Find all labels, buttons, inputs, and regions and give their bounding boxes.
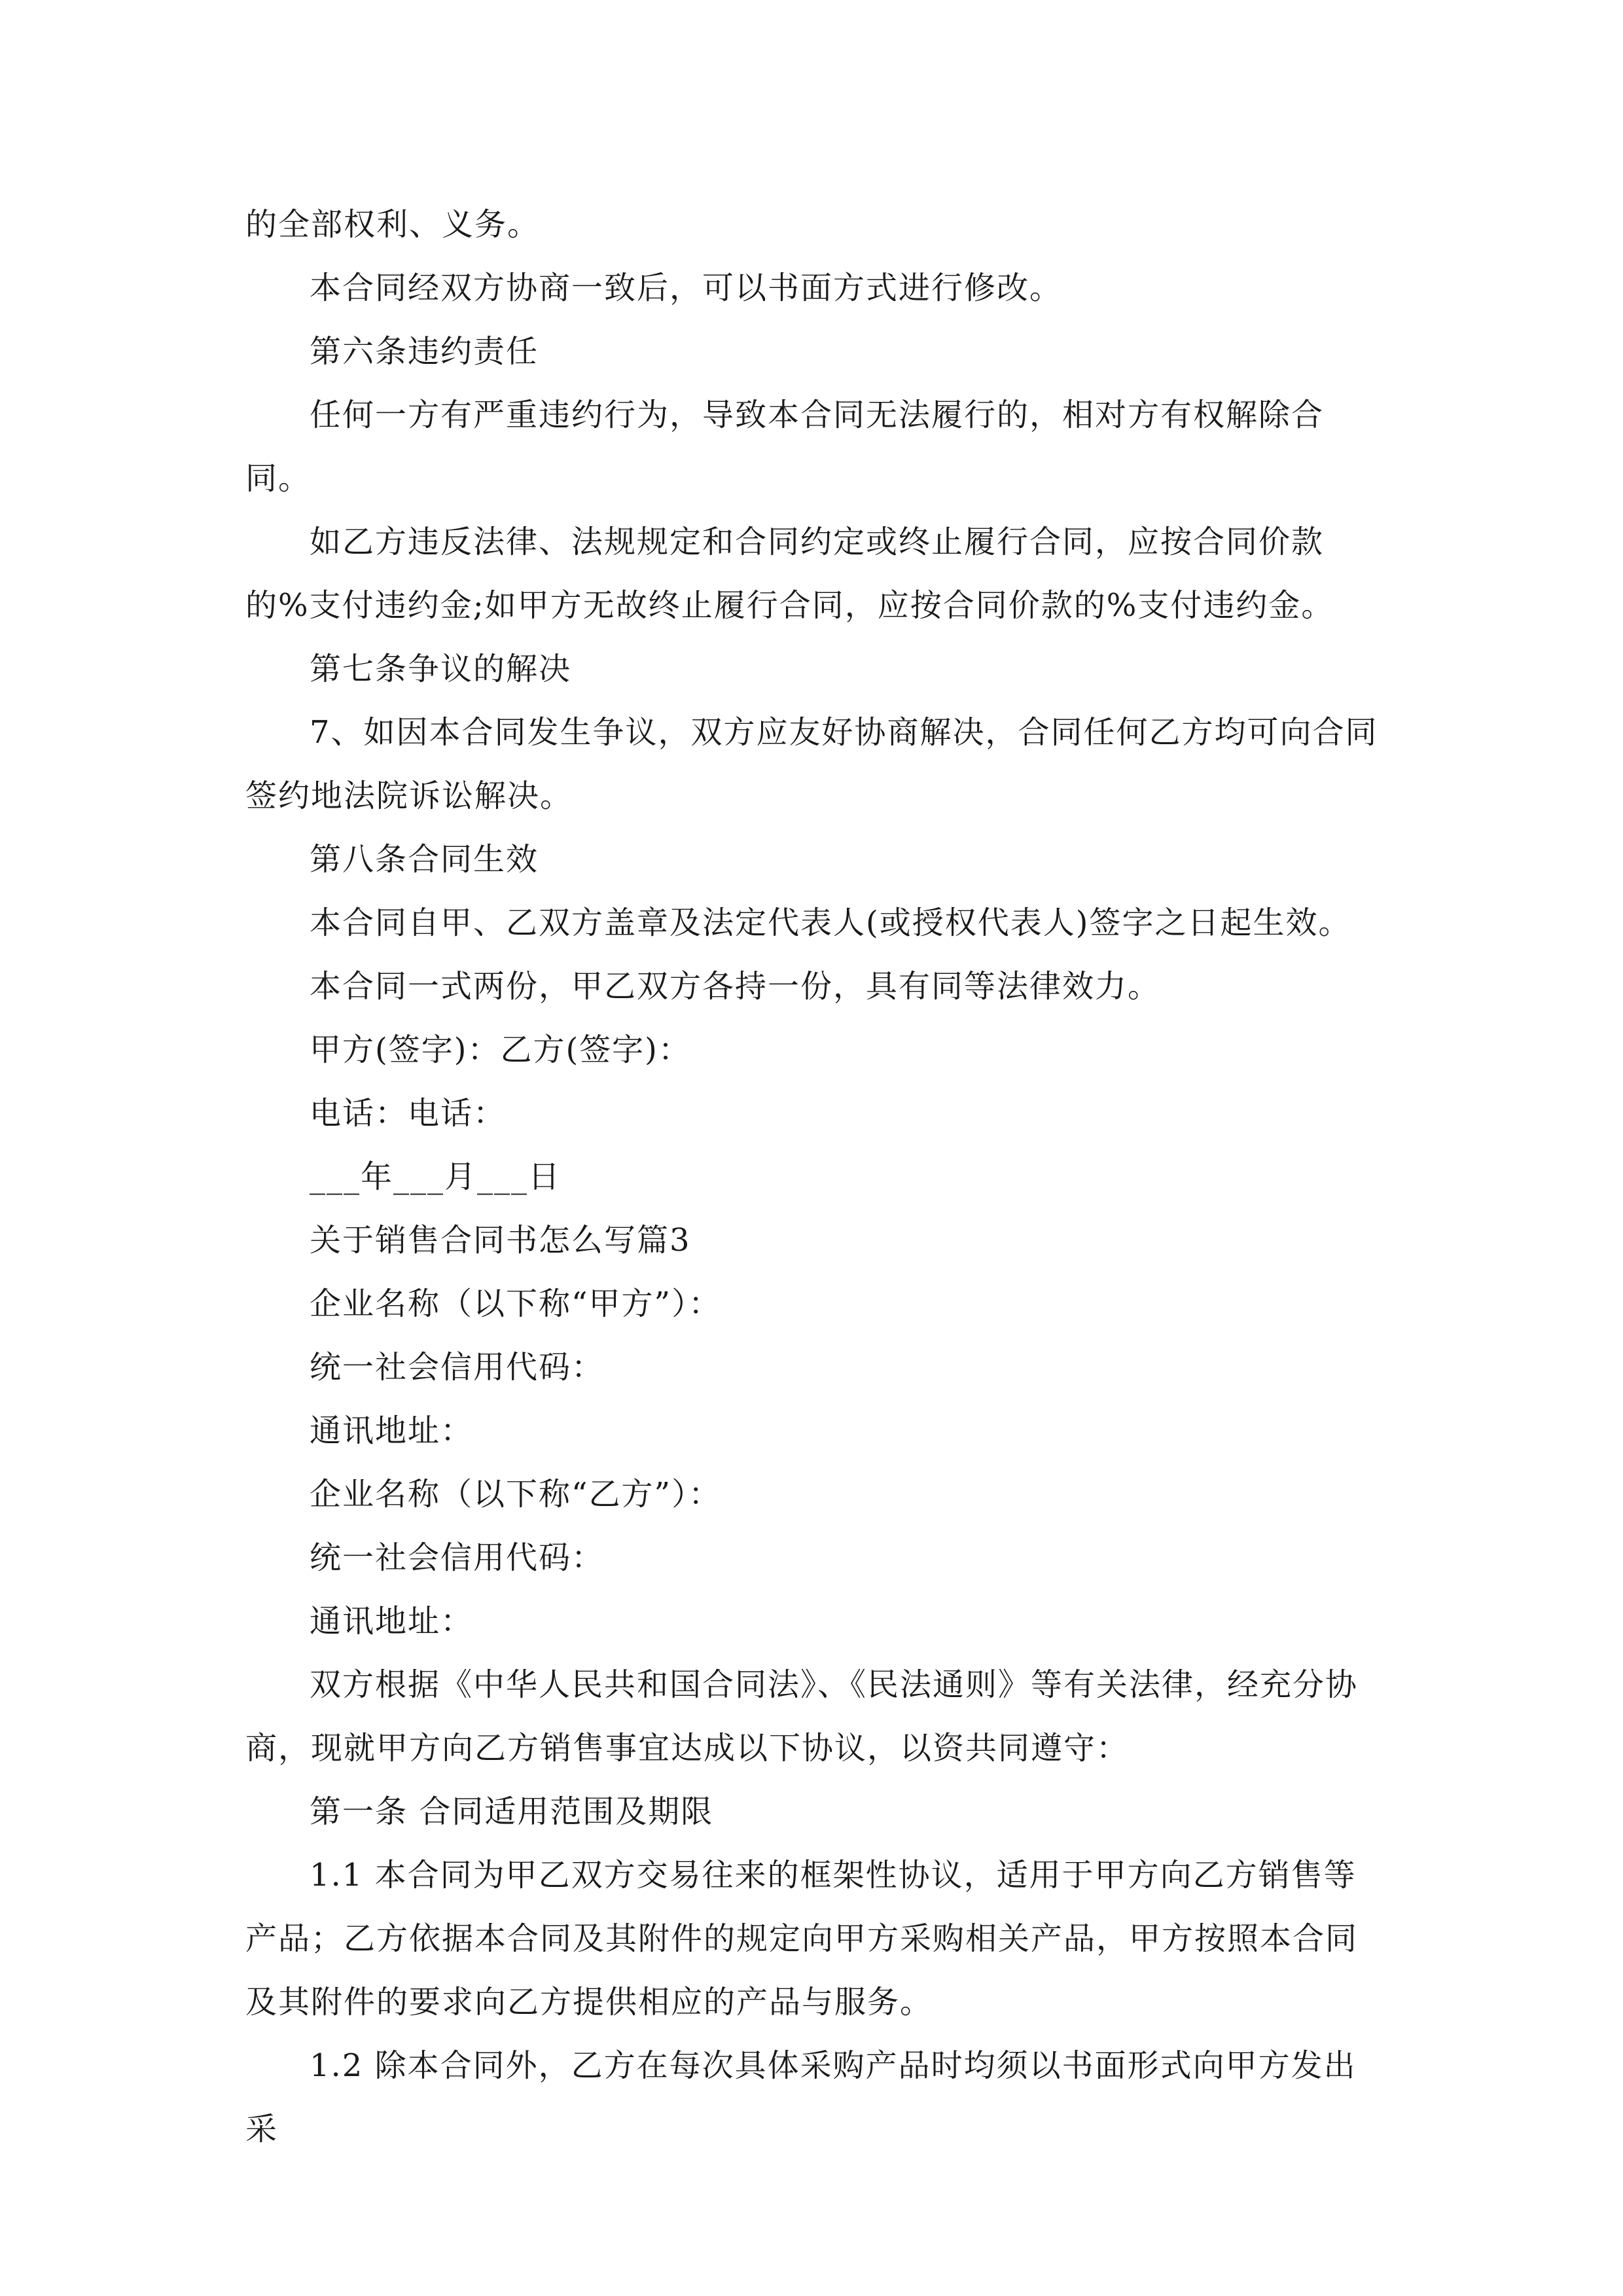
party-a-name: 企业名称（以下称“甲方”）： [310,1285,722,1322]
section-heading: 第七条争议的解决 [310,651,572,687]
party-b-address: 通讯地址： [310,1603,474,1640]
section-heading: 第八条合同生效 [310,841,539,878]
paragraph: 1.1 本合同为甲乙双方交易往来的框架性协议，适用于甲方向乙方销售等产品；乙方依据本合同及其附件的规定向甲方采购相关产品，甲方按照本合同及其附件的要求向乙方提供相应的产品与服务。 [245,1857,1359,2020]
paragraph: 如乙方违反法律、法规规定和合同约定或终止履行合同，应按合同价款的%支付违约金;如甲方无故终止履行合同，应按合同价款的%支付违约金。 [245,524,1334,624]
paragraph: 的全部权利、义务。 [245,206,541,243]
paragraph: 本合同自甲、乙双方盖章及法定代表人(或授权代表人)签字之日起生效。 [310,905,1351,941]
paragraph: 本合同经双方协商一致后，可以书面方式进行修改。 [310,270,1063,306]
section-heading: 第六条违约责任 [310,333,539,370]
paragraph: 7、如因本合同发生争议，双方应友好协商解决，合同任何乙方均可向合同签约地法院诉讼解决。 [245,714,1378,814]
paragraph: 本合同一式两份，甲乙双方各持一份，具有同等法律效力。 [310,968,1161,1005]
paragraph: 任何一方有严重违约行为，导致本合同无法履行的，相对方有权解除合同。 [245,397,1325,497]
party-a-address: 通讯地址： [310,1412,474,1449]
document-body [245,193,1384,2161]
party-a-credit-code: 统一社会信用代码： [310,1349,605,1386]
signature-line: 甲方(签字)：乙方(签字)： [310,1031,691,1068]
date-line: ___年___月___日 [310,1158,562,1195]
article-title: 关于销售合同书怎么写篇3 [310,1222,691,1259]
paragraph: 双方根据《中华人民共和国合同法》、《民法通则》等有关法律，经充分协商，现就甲方向乙方销售事宜达成以下协议，以资共同遵守： [245,1666,1359,1767]
party-b-name: 企业名称（以下称“乙方”）： [310,1476,722,1513]
paragraph: 1.2 除本合同外，乙方在每次具体采购产品时均须以书面形式向甲方发出采 [245,2047,1357,2147]
party-b-credit-code: 统一社会信用代码： [310,1539,605,1576]
section-heading: 第一条 合同适用范围及期限 [310,1793,714,1830]
phone-line: 电话：电话： [310,1095,507,1132]
